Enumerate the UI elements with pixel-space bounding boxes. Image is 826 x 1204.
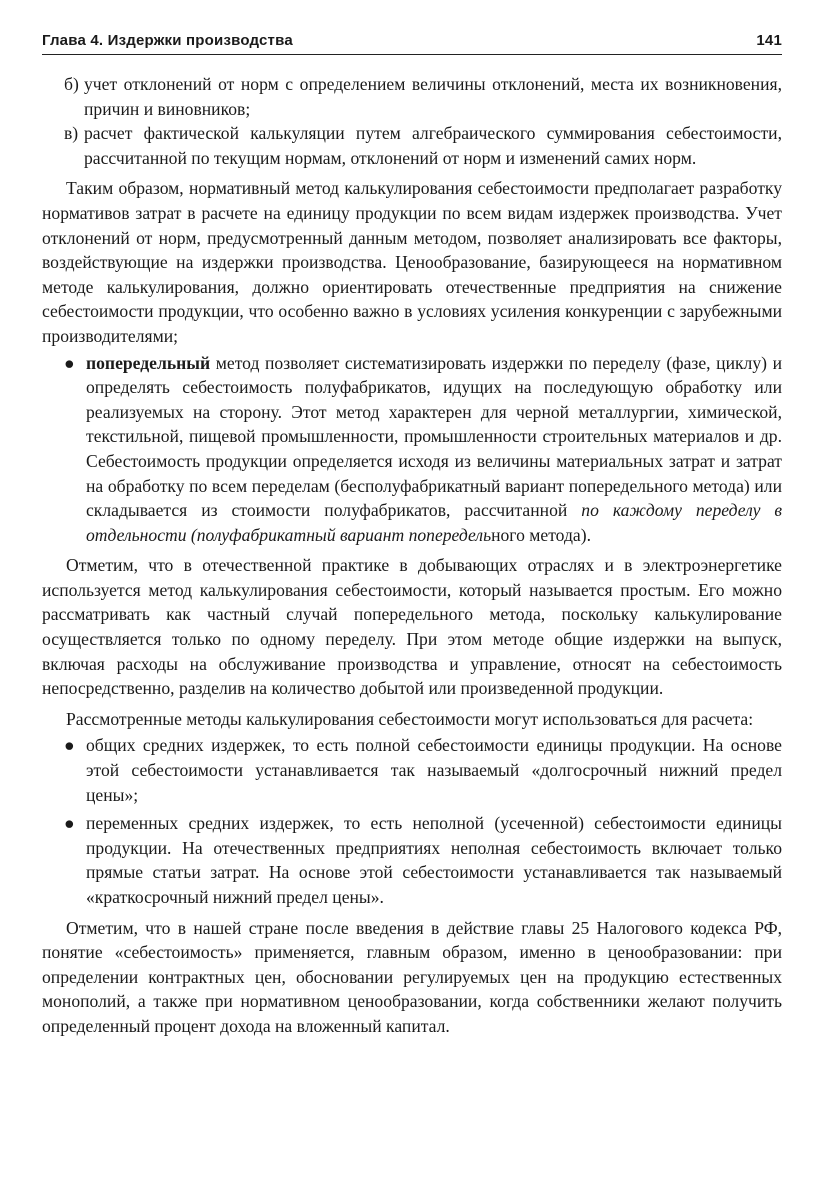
page-body [42,72,782,1039]
paragraph: Рассмотренные методы калькулирования себестоимости могут использоваться для расчета: [66,708,754,729]
bullet-icon: ● [64,735,75,756]
list-item-text: расчет фактической калькуляции путем алгебраического суммирования себестоимости, рассчитанной по текущим нормам, отклонений от норм и изменений самих норм. [84,123,782,168]
bullet-item [42,351,782,548]
bullet-text: общих средних издержек, то есть полной себестоимости единицы продукции. На основе этой себестоимости устанавливается так называемый «долгосрочный нижний предел цены»; [86,735,782,805]
paragraph: Отметим, что в отечественной практике в добывающих отраслях и в электроэнергетике используется метод калькулирования себестоимости, который называется простым. Его можно рассматривать как частный случай попередельного метода, поскольку калькулирование осуществляется только по одному переделу. При этом методе общие издержки на выпуск, включая расходы на обслуживание производства и управление, относят на себестоимость непосредственно, разделив на количество добытой или произведенной продукции. [42,555,782,699]
list-item-text: учет отклонений от норм с определением величины отклонений, места их возникновения, причин и виновников; [84,74,782,119]
bullet-item [42,733,782,807]
bullet-item [42,811,782,909]
bullet-icon: ● [64,813,75,834]
list-item [42,121,782,170]
list-item [42,72,782,121]
list-marker: в) [64,123,79,144]
bullet-text: метод позволяет систематизировать издержки по переделу (фазе, циклу) и определять себестоимость полуфабрикатов, идущих на последующую обработку или реализуемых на сторону. Этот метод характерен для черной металлургии, химической, текстильной, пищевой промышленности, промышленности строительных материалов и др. Себестоимость продукции определяется исходя из величины материальных затрат и затрат на обработку по всем переделам (бесполуфабрикатный вариант попередельного метода) или складывается из стоимости полуфабрикатов, рассчитанной [86,352,782,521]
list-marker: б) [64,74,79,94]
paragraph: Таким образом, нормативный метод калькулирования себестоимости предполагает разработку нормативов затрат в расчете на единицу продукции по всем видам издержек производства. Учет отклонений от норм, предусмотренный данным методом, позволяет анализировать все факторы, воздействующие на издержки производства. Ценообразование, базирующееся на нормативном методе калькулирования, должно ориентировать отечественные предприятия на снижение себестоимости продукции, что особенно важно в условиях усиления конкуренции с зарубежными производителями; [42,178,782,346]
bullet-text: переменных средних издержек, то есть неполной (усеченной) себестоимости единицы продукции. На отечественных предприятиях неполная себестоимость включает только прямые статьи затрат. На основе этой себестоимости устанавливается так называемый «краткосрочный нижний предел цены». [86,813,782,907]
page-number: 141 [756,32,782,49]
lettered-list [42,72,782,170]
running-header [42,30,782,55]
paragraph: Отметим, что в нашей стране после введения в действие главы 25 Налогового кодекса РФ, понятие «себестоимость» применяется, главным образом, именно в ценообразовании: при определении контрактных цен, обосновании регулируемых цен на продукцию естественных монополий, а также при нормативном ценообразовании, когда собственники желают получить определенный процент дохода на вложенный капитал. [42,917,782,1036]
bullet-text-tail: ного метода). [491,524,591,545]
chapter-title: Глава 4. Издержки производства [42,32,293,49]
bullet-icon: ● [64,352,75,373]
bold-term: попередельный [86,352,211,373]
italic-text: по каждому переделу в отдельности (полуфабрикатный вариант попередель [86,500,783,545]
